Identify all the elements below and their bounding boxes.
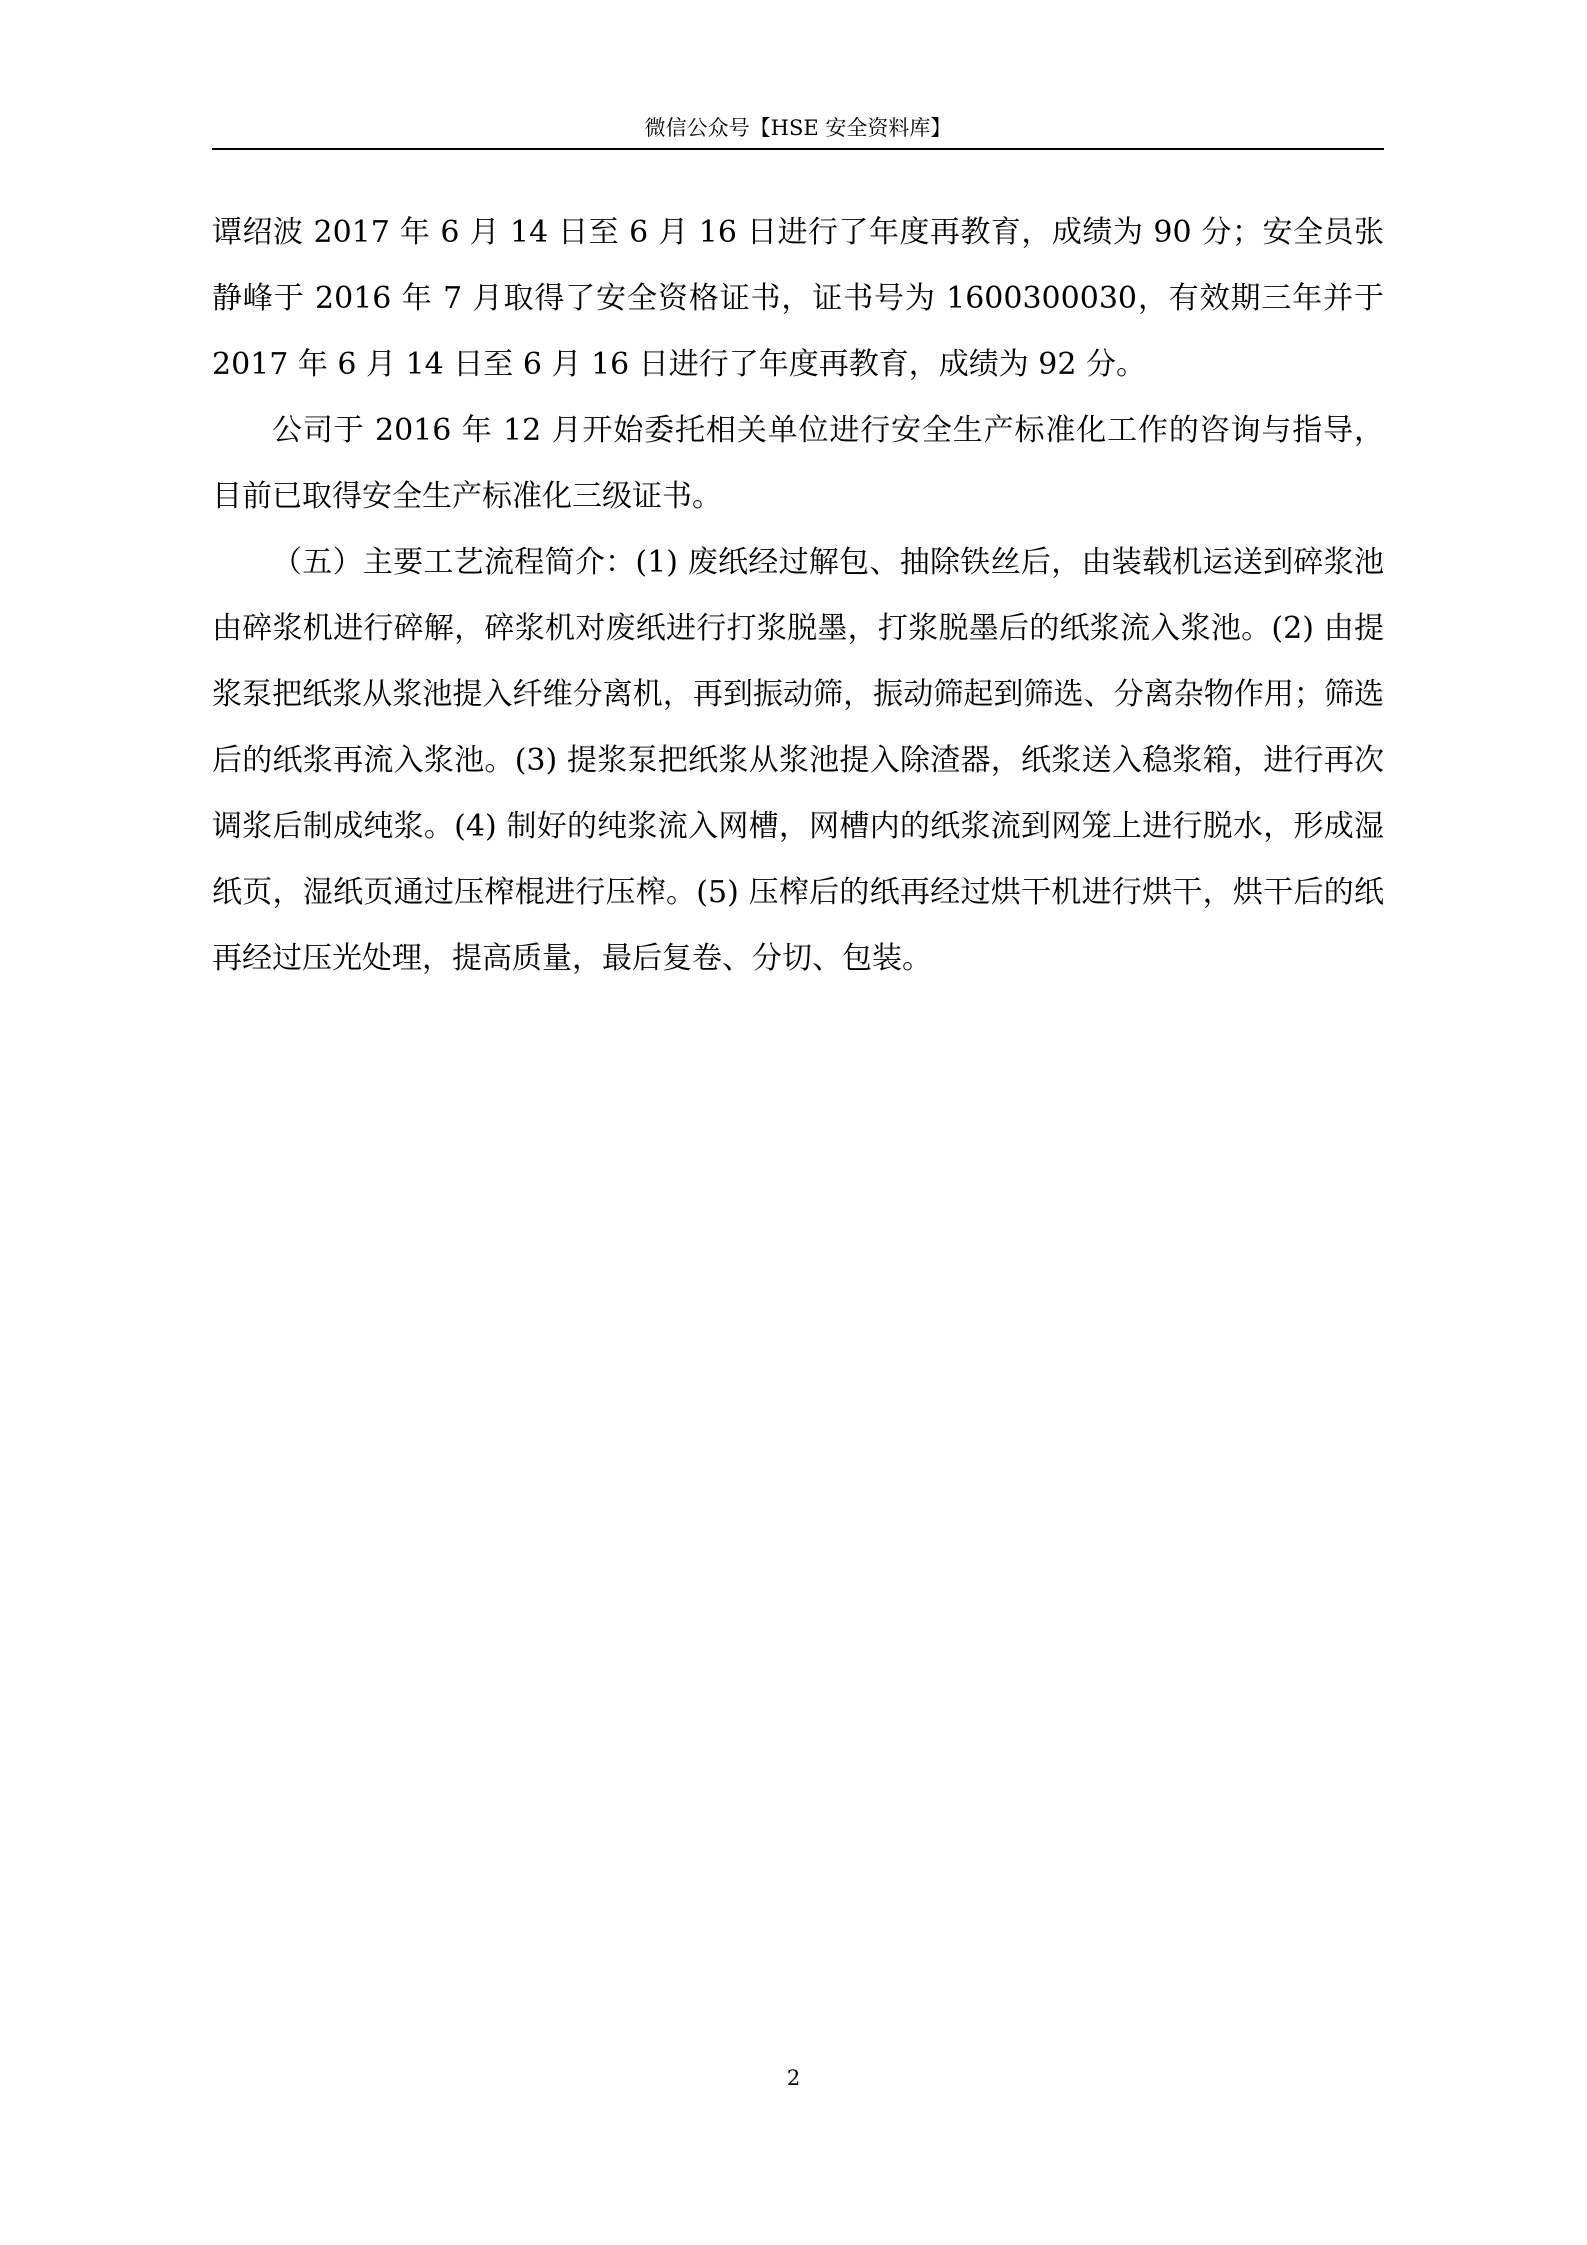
document-body [212,200,1384,992]
page-number: 2 [786,2066,801,2090]
paragraph-training-records: 谭绍波 2017 年 6 月 14 日至 6 月 16 日进行了年度再教育，成绩为 90 分；安全员张静峰于 2016 年 7 月取得了安全资格证书，证书号为 1600300030，有效期三年并于 2017 年 6 月 14 日至 6 月 16 日进行了年度再教育，成绩为 92 分。 [212,215,1384,382]
paragraph-standardization: 公司于 2016 年 12 月开始委托相关单位进行安全生产标准化工作的咨询与指导，目前已取得安全生产标准化三级证书。 [212,413,1384,514]
page-header: 微信公众号【HSE 安全资料库】 [212,108,1384,150]
paragraph-process-flow: （五）主要工艺流程简介：(1) 废纸经过解包、抽除铁丝后，由装载机运送到碎浆池由碎浆机进行碎解，碎浆机对废纸进行打浆脱墨，打浆脱墨后的纸浆流入浆池。(2) 由提浆泵把纸浆从浆池提入纤维分离机，再到振动筛，振动筛起到筛选、分离杂物作用；筛选后的纸浆再流入浆池。(3) 提浆泵把纸浆从浆池提入除渣器，纸浆送入稳浆箱，进行再次调浆后制成纯浆。(4) 制好的纯浆流入网槽，网槽内的纸浆流到网笼上进行脱水，形成湿纸页，湿纸页通过压榨棍进行压榨。(5) 压榨后的纸再经过烘干机进行烘干，烘干后的纸再经过压光处理，提高质量，最后复卷、分切、包装。 [212,545,1384,976]
